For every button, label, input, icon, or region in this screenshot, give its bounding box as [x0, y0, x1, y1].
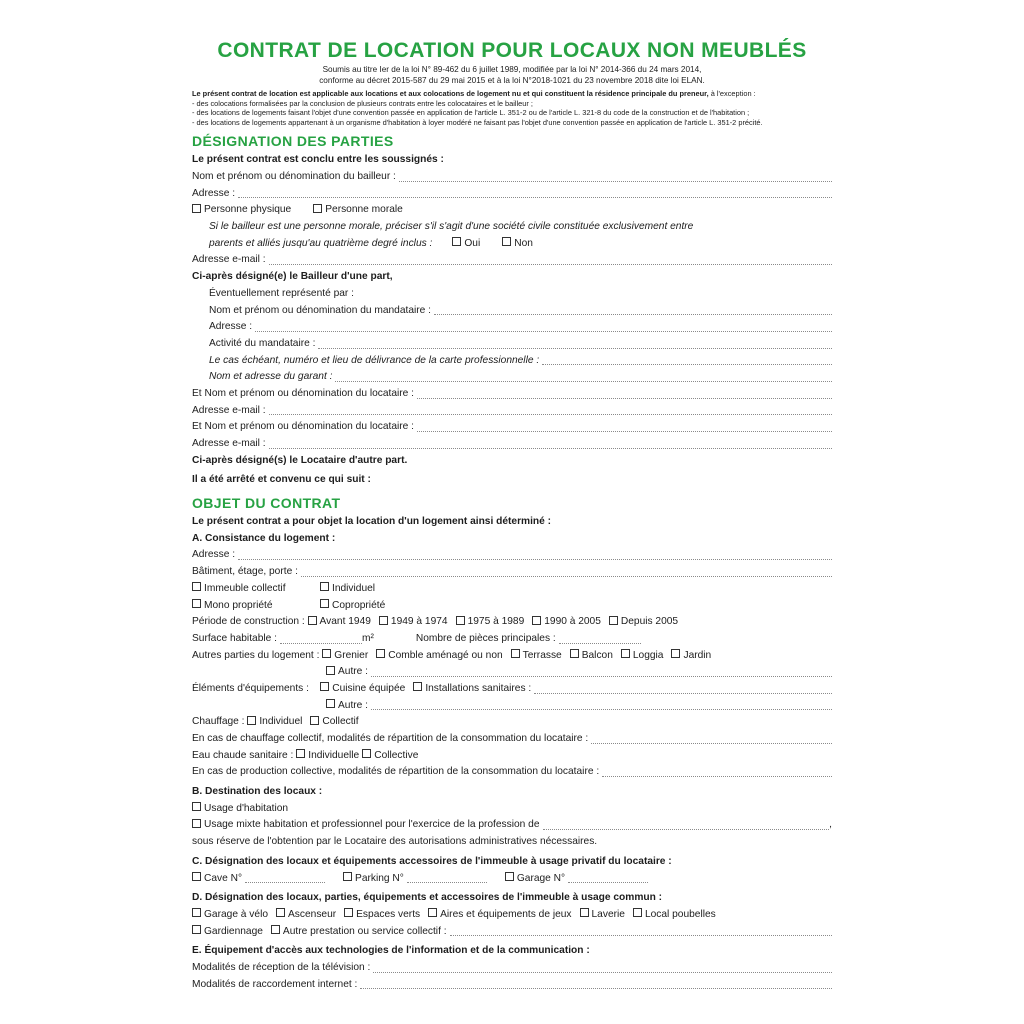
equipements-autre-row — [192, 698, 832, 715]
locataire-part: Ci-après désigné(s) le Locataire d'autre part. — [192, 454, 408, 466]
television-row — [192, 960, 832, 977]
commun-checkbox[interactable] — [633, 907, 716, 924]
checkbox-icon — [362, 749, 371, 758]
checkbox-label: Aires et équipements de jeux — [440, 908, 572, 920]
locataire-2-email-field[interactable] — [269, 448, 832, 449]
surface-field[interactable] — [280, 643, 362, 644]
periode-checkbox[interactable] — [456, 614, 525, 631]
carte-pro-row — [192, 353, 832, 370]
represente-row — [192, 286, 832, 303]
parties-lead: Le présent contrat est conclu entre les soussignés : — [192, 154, 444, 166]
checkbox-icon — [376, 649, 385, 658]
copropriete-checkbox[interactable] — [320, 598, 385, 615]
checkbox-icon — [313, 204, 322, 213]
locataire-1-label: Et Nom et prénom ou dénomination du locataire : — [192, 387, 414, 399]
checkbox-icon — [326, 699, 335, 708]
checkbox-icon — [505, 872, 514, 881]
checkbox-label: Garage N° — [516, 872, 566, 884]
section-c-title: C. Désignation des locaux et équipements accessoires de l'immeuble à usage privatif du locataire : — [192, 855, 672, 867]
checkbox-label: Non — [514, 237, 533, 249]
bailleur-email-field[interactable] — [269, 264, 832, 265]
morale-note-row — [192, 236, 832, 253]
checkbox-label: Mono propriété — [204, 599, 273, 611]
production-field[interactable] — [602, 776, 832, 777]
garage-checkbox[interactable] — [505, 871, 565, 888]
personne-physique-checkbox[interactable] — [192, 202, 291, 219]
checkbox-icon — [247, 716, 256, 725]
locataire-2-field[interactable] — [417, 431, 832, 432]
batiment-row — [192, 564, 832, 581]
objet-lead: Le présent contrat a pour objet la location d'un logement ainsi déterminé : — [192, 516, 552, 528]
checkbox-icon — [192, 802, 201, 811]
section-d-title: D. Désignation des locaux, parties, équipements et accessoires de l'immeuble à usage commun : — [192, 892, 663, 904]
checkbox-icon — [320, 582, 329, 591]
immeuble-collectif-checkbox[interactable] — [192, 581, 312, 598]
mandataire-name-row — [192, 303, 832, 320]
locataire-2-email-label: Adresse e-mail : — [192, 438, 266, 450]
locataire-1-field[interactable] — [417, 398, 832, 399]
television-field[interactable] — [373, 972, 832, 973]
contract-page — [192, 38, 832, 993]
checkbox-icon — [413, 682, 422, 691]
carte-pro-label: Le cas échéant, numéro et lieu de délivrance de la carte professionnelle : — [209, 354, 540, 366]
gardiennage-checkbox[interactable] — [192, 924, 263, 941]
locataire-2-label: Et Nom et prénom ou dénomination du locataire : — [192, 421, 414, 433]
parking-field[interactable] — [407, 882, 487, 883]
chauffage-label: Chauffage : — [192, 716, 245, 728]
personne-morale-checkbox[interactable] — [313, 202, 403, 219]
pieces-field[interactable] — [559, 643, 641, 644]
checkbox-icon — [511, 649, 520, 658]
cave-checkbox[interactable] — [192, 871, 242, 888]
garant-row — [192, 369, 832, 386]
checkbox-label: Laverie — [591, 908, 625, 920]
checkbox-label: Garage à vélo — [204, 908, 268, 920]
checkbox-icon — [502, 237, 511, 246]
bailleur-name-label: Nom et prénom ou dénomination du bailleur : — [192, 171, 396, 183]
autres-parties-checkbox[interactable] — [376, 648, 502, 665]
oui-checkbox[interactable] — [452, 236, 480, 253]
logement-address-label: Adresse : — [192, 549, 236, 561]
usage-mixte-checkbox[interactable] — [192, 817, 540, 834]
profession-field[interactable] — [543, 829, 830, 830]
mandataire-name-field[interactable] — [434, 314, 832, 315]
chauffage-collectif-label: En cas de chauffage collectif, modalités de répartition de la consommation du locataire : — [192, 733, 589, 745]
locataire-2-email-row — [192, 436, 832, 453]
garant-label: Nom et adresse du garant : — [209, 371, 333, 383]
chauffage-individuel-checkbox[interactable] — [247, 714, 302, 731]
checkbox-icon — [296, 749, 305, 758]
checkbox-icon — [570, 649, 579, 658]
autre-prestation-checkbox[interactable] — [271, 924, 447, 941]
checkbox-label: Individuel — [332, 582, 376, 594]
commun-row — [192, 907, 832, 924]
checkbox-label: Local poubelles — [644, 908, 716, 920]
checkbox-icon — [320, 682, 329, 691]
checkbox-label: Individuel — [259, 716, 303, 728]
equipements-row — [192, 681, 832, 698]
checkbox-label: Jardin — [683, 649, 712, 661]
checkbox-icon — [343, 872, 352, 881]
checkbox-label: Loggia — [632, 649, 664, 661]
personne-type-row — [192, 202, 832, 219]
eau-collective-checkbox[interactable] — [362, 748, 418, 765]
periode-checkbox[interactable] — [308, 614, 371, 631]
checkbox-label: 1990 à 2005 — [544, 616, 601, 628]
checkbox-label: Autre prestation ou service collectif : — [282, 925, 447, 937]
individuel-checkbox[interactable] — [320, 581, 375, 598]
internet-row — [192, 977, 832, 994]
checkbox-label: Collectif — [322, 716, 359, 728]
checkbox-label: Cuisine équipée — [332, 682, 406, 694]
checkbox-icon — [609, 616, 618, 625]
checkbox-label: Parking N° — [355, 872, 404, 884]
commun-checkbox[interactable] — [344, 907, 420, 924]
autres-parties-checkbox[interactable] — [570, 648, 613, 665]
checkbox-icon — [671, 649, 680, 658]
checkbox-icon — [276, 908, 285, 917]
checkbox-icon — [320, 599, 329, 608]
checkbox-label: Cave N° — [204, 872, 243, 884]
checkbox-label: Ascenseur — [288, 908, 337, 920]
gardiennage-row — [192, 924, 832, 941]
periode-checkbox[interactable] — [532, 614, 601, 631]
checkbox-icon — [452, 237, 461, 246]
sanitaires-field[interactable] — [534, 693, 832, 694]
bailleur-email-row — [192, 253, 832, 270]
sanitaires-checkbox[interactable] — [413, 681, 531, 698]
checkbox-label: Personne morale — [325, 204, 403, 216]
bailleur-address-row — [192, 186, 832, 203]
reserve-line: sous réserve de l'obtention par le Locataire des autorisations administratives nécessaires. — [192, 836, 598, 848]
checkbox-label: Balcon — [581, 649, 613, 661]
checkbox-label: 1975 à 1989 — [467, 616, 525, 628]
checkbox-label: Terrasse — [522, 649, 562, 661]
checkbox-label: Usage d'habitation — [204, 802, 289, 814]
television-label: Modalités de réception de la télévision : — [192, 961, 371, 973]
intro-item: - des colocations formalisées par la conclusion de plusieurs contrats entre les colocataires et le bailleur ; — [192, 98, 533, 108]
checkbox-label: Autre : — [338, 699, 369, 711]
surface-row — [192, 631, 832, 648]
section-heading-parties: DÉSIGNATION DES PARTIES — [192, 133, 394, 150]
logement-address-row — [192, 548, 832, 565]
bailleur-name-field[interactable] — [399, 181, 832, 182]
checkbox-icon — [326, 666, 335, 675]
section-b-title: B. Destination des locaux : — [192, 786, 323, 798]
bailleur-address-label: Adresse : — [192, 187, 236, 199]
autres-parties-checkbox[interactable] — [671, 648, 711, 665]
checkbox-icon — [192, 819, 201, 828]
section-a-title: A. Consistance du logement : — [192, 532, 336, 544]
cave-field[interactable] — [245, 882, 325, 883]
usage-mixte-row — [192, 818, 832, 835]
convenu-line: Il a été arrêté et convenu ce qui suit : — [192, 474, 371, 486]
checkbox-label: Immeuble collectif — [204, 582, 286, 594]
checkbox-icon — [310, 716, 319, 725]
chauffage-collectif-checkbox[interactable] — [310, 714, 358, 731]
parking-checkbox[interactable] — [343, 871, 404, 888]
autre-checkbox[interactable] — [326, 664, 368, 681]
internet-field[interactable] — [360, 988, 832, 989]
mandataire-name-label: Nom et prénom ou dénomination du mandataire : — [209, 304, 431, 316]
checkbox-icon — [379, 616, 388, 625]
eau-chaude-label: Eau chaude sanitaire : — [192, 749, 294, 761]
autres-parties-autre-field[interactable] — [371, 676, 832, 677]
bailleur-email-label: Adresse e-mail : — [192, 254, 266, 266]
checkbox-icon — [308, 616, 317, 625]
mandataire-activity-row — [192, 336, 832, 353]
checkbox-label: 1949 à 1974 — [390, 616, 448, 628]
represente-label: Éventuellement représenté par : — [209, 287, 354, 299]
commun-checkbox[interactable] — [428, 907, 571, 924]
equipements-autre-field[interactable] — [371, 709, 832, 710]
checkbox-icon — [428, 908, 437, 917]
mono-propriete-checkbox[interactable] — [192, 598, 312, 615]
checkbox-label: Personne physique — [204, 204, 292, 216]
chauffage-row — [192, 714, 832, 731]
privatif-row — [192, 871, 832, 888]
cuisine-checkbox[interactable] — [320, 681, 405, 698]
checkbox-icon — [344, 908, 353, 917]
checkbox-icon — [192, 204, 201, 213]
checkbox-label: Usage mixte habitation et professionnel pour l'exercice de la profession de — [204, 819, 540, 831]
locataire-1-email-label: Adresse e-mail : — [192, 404, 266, 416]
morale-note-1: Si le bailleur est une personne morale, préciser s'il s'agit d'une société civile constituée exclusivement entre — [209, 221, 694, 233]
periode-label: Période de construction : — [192, 616, 305, 628]
checkbox-label: Depuis 2005 — [620, 616, 679, 628]
commun-checkbox[interactable] — [276, 907, 336, 924]
usage-habitation-row — [192, 801, 832, 818]
batiment-field[interactable] — [301, 576, 832, 577]
checkbox-label: Comble aménagé ou non — [388, 649, 503, 661]
checkbox-label: Installations sanitaires : — [425, 682, 532, 694]
propriete-type-row — [192, 598, 832, 615]
section-heading-objet: OBJET DU CONTRAT — [192, 495, 341, 512]
checkbox-label: Individuelle — [308, 749, 360, 761]
usage-habitation-checkbox[interactable] — [192, 801, 288, 818]
carte-pro-field[interactable] — [542, 364, 832, 365]
checkbox-icon — [322, 649, 331, 658]
section-e-title: E. Équipement d'accès aux technologies de l'information et de la communication : — [192, 945, 590, 957]
checkbox-icon — [271, 925, 280, 934]
document-title: CONTRAT DE LOCATION POUR LOCAUX NON MEUBLÉS — [217, 39, 807, 62]
checkbox-icon — [621, 649, 630, 658]
intro-bold: Le présent contrat de location est applicable aux locations et aux colocations de logement nu et qui constituent la résidence principale du preneur, — [192, 89, 709, 98]
autres-parties-checkbox[interactable] — [621, 648, 664, 665]
autres-parties-checkbox[interactable] — [511, 648, 562, 665]
locataire-1-email-field[interactable] — [269, 414, 832, 415]
checkbox-icon — [192, 872, 201, 881]
checkbox-icon — [580, 908, 589, 917]
autres-parties-label: Autres parties du logement : — [192, 649, 320, 661]
checkbox-label: Avant 1949 — [319, 616, 371, 628]
checkbox-label: Autre : — [338, 666, 369, 678]
garant-field[interactable] — [335, 381, 832, 382]
immeuble-type-row — [192, 581, 832, 598]
autres-parties-checkbox[interactable] — [322, 648, 368, 665]
pieces-label: Nombre de pièces principales : — [415, 632, 556, 644]
periode-checkbox[interactable] — [379, 614, 448, 631]
autre-prestation-field[interactable] — [450, 935, 832, 936]
locataire-1-email-row — [192, 403, 832, 420]
mandataire-address-label: Adresse : — [209, 321, 253, 333]
checkbox-icon — [192, 582, 201, 591]
mandataire-address-field[interactable] — [255, 331, 832, 332]
internet-label: Modalités de raccordement internet : — [192, 978, 358, 990]
chauffage-collectif-row — [192, 731, 832, 748]
batiment-label: Bâtiment, étage, porte : — [192, 566, 298, 578]
checkbox-icon — [532, 616, 541, 625]
checkbox-label: Gardiennage — [204, 925, 263, 937]
checkbox-icon — [633, 908, 642, 917]
bailleur-address-field[interactable] — [238, 197, 832, 198]
logement-address-field[interactable] — [238, 559, 832, 560]
non-checkbox[interactable] — [502, 236, 533, 253]
commun-checkbox[interactable] — [580, 907, 625, 924]
eau-chaude-row — [192, 748, 832, 765]
autres-parties-row — [192, 648, 832, 665]
production-row — [192, 764, 832, 781]
morale-note-2: parents et alliés jusqu'au quatrième degré inclus : — [209, 237, 433, 249]
surface-label: Surface habitable : — [192, 632, 277, 644]
checkbox-label: Copropriété — [332, 599, 386, 611]
mandataire-activity-label: Activité du mandataire : — [209, 337, 316, 349]
garage-field[interactable] — [568, 882, 648, 883]
commun-checkbox[interactable] — [192, 907, 268, 924]
mandataire-activity-field[interactable] — [318, 348, 832, 349]
subtitle-line-2: conforme au décret 2015-587 du 29 mai 2015 et à la loi N°2018-1021 du 23 novembre 2018 dite loi ELAN. — [319, 76, 705, 85]
checkbox-icon — [456, 616, 465, 625]
autres-parties-autre-row — [192, 664, 832, 681]
checkbox-label: Collective — [374, 749, 419, 761]
intro-item: - des locations de logements appartenant à un organisme d'habitation à loyer modéré ne faisant pas l'objet d'une convention passée en application de l'article L. 351-2 précité. — [192, 117, 763, 127]
production-label: En cas de production collective, modalités de répartition de la consommation du locataire : — [192, 766, 600, 778]
surface-unit: m² — [361, 632, 374, 644]
locataire-2-row — [192, 419, 832, 436]
intro-item: - des locations de logements faisant l'objet d'une convention passée en application de l'article L. 351-2 ou de l'article L. 321-8 du code de la construction et de l'habitation ; — [192, 108, 750, 118]
autre-checkbox[interactable] — [326, 698, 368, 715]
periode-row — [192, 614, 832, 631]
subtitle-line-1: Soumis au titre Ier de la loi N° 89-462 du 6 juillet 1989, modifiée par la loi N° 2014-366 du 24 mars 2014, — [322, 65, 702, 74]
comma: , — [829, 819, 832, 831]
mandataire-address-row — [192, 319, 832, 336]
checkbox-icon — [192, 908, 201, 917]
checkbox-label: Grenier — [334, 649, 369, 661]
eau-individuelle-checkbox[interactable] — [296, 748, 359, 765]
bailleur-part: Ci-après désigné(e) le Bailleur d'une part, — [192, 271, 393, 283]
locataire-1-row — [192, 386, 832, 403]
checkbox-label: Oui — [464, 237, 481, 249]
bailleur-name-row — [192, 169, 832, 186]
checkbox-icon — [192, 925, 201, 934]
periode-checkbox[interactable] — [609, 614, 678, 631]
intro-rest: à l'exception : — [708, 89, 756, 98]
checkbox-label: Espaces verts — [356, 908, 421, 920]
equipements-label: Éléments d'équipements : — [192, 682, 309, 694]
chauffage-collectif-field[interactable] — [591, 743, 832, 744]
intro-paragraph — [192, 89, 832, 99]
checkbox-icon — [192, 599, 201, 608]
